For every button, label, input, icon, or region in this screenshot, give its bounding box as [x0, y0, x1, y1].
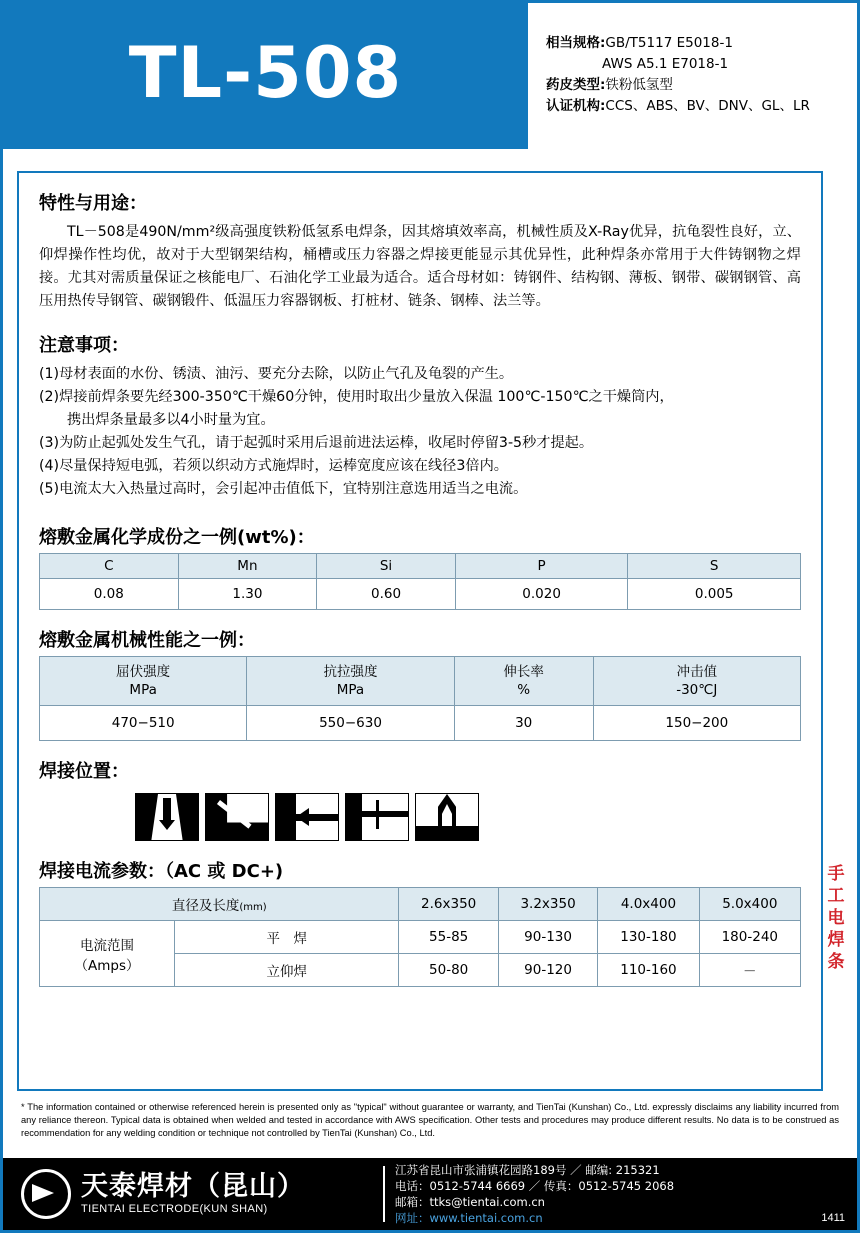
note-continuation: 携出焊条量最多以4小时量为宜。	[67, 412, 275, 428]
brand-name-cn: 天泰焊材（昆山）	[81, 1171, 305, 1202]
current-flat-value-4: 180-240	[699, 921, 800, 954]
chemistry-section-title: 熔敷金属化学成份之一例(wt%)：	[39, 527, 315, 548]
side-vertical-char-3: 电	[827, 908, 845, 928]
mech-header-elongation	[454, 657, 593, 706]
side-vertical-char-4: 焊	[827, 930, 845, 950]
note-text: (2)焊接前焊条要先经300-350℃干燥60分钟，使用时取出少量放入保温 100℃-150℃之干燥筒内，	[39, 389, 674, 405]
welding-position-icon-row	[135, 793, 801, 841]
chem-value-mn: 1.30	[178, 579, 317, 610]
features-section-title: 特性与用途：	[39, 193, 147, 214]
current-header-size: 直径及长度(mm)	[40, 888, 399, 921]
table-header-row	[40, 554, 801, 579]
spec-row-coating	[546, 75, 845, 96]
table-row	[40, 921, 801, 954]
horizontal-plate-icon	[275, 793, 339, 841]
current-vertical-value-2: 90-120	[498, 954, 597, 987]
note-item	[39, 478, 801, 501]
current-vertical-value-4: －	[699, 954, 800, 987]
mech-header-tensile-line2: MPa	[336, 682, 365, 698]
contact-website[interactable]: 网址：www.tientai.com.cn	[395, 1211, 543, 1225]
note-item	[39, 386, 801, 432]
spec-label-coating: 药皮类型:	[546, 77, 606, 93]
content-frame	[17, 171, 823, 1091]
spec-value-certification: CCS、ABS、BV、DNV、GL、LR	[605, 98, 810, 114]
mechanical-properties-table	[39, 656, 801, 741]
mech-header-elongation-line1: 伸长率	[503, 664, 544, 680]
chem-value-p: 0.020	[455, 579, 628, 610]
overhead-plate-icon	[345, 793, 409, 841]
mech-header-tensile	[247, 657, 454, 706]
features-paragraph: TL－508是490N/mm²级高强度铁粉低氢系电焊条，因其熔填效率高，机械性质及X-Ray优异，抗龟裂性良好，立、仰焊操作性均优，故对于大型钢架结构，桶槽或压力容器之焊接更能显示其优异性，此种焊条亦常用于大件铸钢物之焊接。尤其对需质量保证之核能电厂、石油化学工业最为适合。适合母材如：铸钢件、结构钢、薄板、钢带、碳钢钢管、高压用热传导钢管、碳钢锻件、低温压力容器钢板、打桩材、链条、钢棒、法兰等。	[39, 224, 801, 309]
welding-current-table	[39, 887, 801, 987]
welding-position-section-title: 焊接位置：	[39, 761, 129, 782]
spec-value-standard: GB/T5117 E5018-1	[605, 35, 733, 51]
note-text: (3)为防止起弧处发生气孔，请于起弧时采用后退前进法运棒，收尾时停留3-5秒才提起。	[39, 435, 594, 451]
disclaimer-text: * The information contained or otherwise referenced herein is presented only as "typical" without guarantee or warranty, and TienTai (Kunshan) Co., Ltd. expressly disclaims any liability incurred from any reliance thereon. Typical data is obtained when welded and tested in accordance with AWS specification. Other tests and procedures may produce different results. No data is to be construed as recommendation for any welding condition or technique not controlled by TienTai (Kunshan) Co., Ltd.	[21, 1102, 839, 1138]
note-item	[39, 363, 801, 386]
mech-header-elongation-line2: %	[517, 682, 531, 698]
current-flat-value-2: 90-130	[498, 921, 597, 954]
table-row	[40, 579, 801, 610]
side-vertical-label	[823, 863, 849, 973]
groove-vertical-down-icon	[135, 793, 199, 841]
spec-label-certification: 认证机构:	[546, 98, 606, 114]
spec-value-coating: 铁粉低氢型	[605, 77, 673, 93]
note-text: (5)电流太大入热量过高时，会引起冲击值低下，宜特别注意选用适当之电流。	[39, 481, 528, 497]
spec-row-standard	[546, 33, 845, 54]
mech-value-yield: 470−510	[40, 706, 247, 741]
diagonal-fillet-icon	[205, 793, 269, 841]
page-header	[3, 3, 857, 149]
product-title-banner	[3, 3, 528, 149]
contact-address: 江苏省昆山市张浦镇花园路189号 ／ 邮编: 215321	[395, 1163, 660, 1177]
mech-value-impact: 150−200	[593, 706, 800, 741]
current-header-size-3: 4.0x400	[598, 888, 699, 921]
current-header-size-1: 2.6x350	[399, 888, 498, 921]
mech-header-tensile-line1: 抗拉强度	[323, 664, 378, 680]
footer-divider	[383, 1166, 385, 1222]
mech-header-impact-line2: -30℃J	[676, 682, 718, 698]
mech-value-tensile: 550−630	[247, 706, 454, 741]
current-header-size-4: 5.0x400	[699, 888, 800, 921]
mech-header-yield-line1: 屈伏强度	[116, 664, 171, 680]
mech-header-yield	[40, 657, 247, 706]
current-row-label: 电流范围 （Amps）	[40, 921, 175, 987]
tientai-logo-icon	[21, 1169, 71, 1219]
mech-header-impact-line1: 冲击值	[676, 664, 718, 680]
notes-section-title: 注意事项：	[39, 335, 129, 356]
document-code: 1411	[821, 1212, 845, 1224]
contact-info	[395, 1162, 674, 1226]
spec-row-aws	[546, 54, 845, 75]
current-flat-value-3: 130-180	[598, 921, 699, 954]
current-flat-value-1: 55-85	[399, 921, 498, 954]
notes-list	[39, 363, 801, 501]
chemical-composition-table	[39, 553, 801, 610]
contact-email: 邮箱：ttks@tientai.com.cn	[395, 1195, 545, 1209]
spec-value-aws: AWS A5.1 E7018-1	[602, 56, 729, 72]
page-title: TL-508	[128, 32, 403, 114]
chem-header-mn: Mn	[178, 554, 317, 579]
current-header-size-2: 3.2x350	[498, 888, 597, 921]
spec-list	[528, 3, 857, 149]
chem-value-si: 0.60	[317, 579, 456, 610]
mech-header-impact	[593, 657, 800, 706]
current-position-vertical: 立仰焊	[175, 954, 399, 987]
company-logo	[3, 1169, 383, 1219]
mech-value-elongation: 30	[454, 706, 593, 741]
spec-row-certification	[546, 96, 845, 117]
brand-name-en: TIENTAI ELECTRODE(KUN SHAN)	[81, 1203, 268, 1215]
table-header-row	[40, 657, 801, 706]
current-position-flat: 平 焊	[175, 921, 399, 954]
side-vertical-char-1: 手	[827, 864, 845, 884]
side-vertical-char-5: 条	[827, 952, 845, 972]
spec-label-standard: 相当规格:	[546, 35, 606, 51]
page-footer	[3, 1158, 857, 1230]
chem-value-s: 0.005	[628, 579, 801, 610]
note-item	[39, 455, 801, 478]
note-text: (4)尽量保持短电弧，若须以织动方式施焊时，运棒宽度应该在线径3倍内。	[39, 458, 508, 474]
contact-phone-fax: 电话：0512-5744 6669 ／ 传真：0512-5745 2068	[395, 1179, 675, 1193]
chem-header-c: C	[40, 554, 179, 579]
chem-value-c: 0.08	[40, 579, 179, 610]
current-parameters-section-title: 焊接电流参数：（AC 或 DC+)	[39, 861, 284, 882]
table-header-row	[40, 888, 801, 921]
side-vertical-char-2: 工	[827, 886, 845, 906]
table-row	[40, 706, 801, 741]
current-vertical-value-3: 110-160	[598, 954, 699, 987]
chem-header-si: Si	[317, 554, 456, 579]
mechanical-section-title: 熔敷金属机械性能之一例：	[39, 630, 255, 651]
note-text: (1)母材表面的水份、锈渍、油污、要充分去除，以防止气孔及龟裂的产生。	[39, 366, 514, 382]
mech-header-yield-line2: MPa	[129, 682, 157, 698]
fillet-corner-icon	[415, 793, 479, 841]
note-item	[39, 432, 801, 455]
chem-header-p: P	[455, 554, 628, 579]
current-vertical-value-1: 50-80	[399, 954, 498, 987]
chem-header-s: S	[628, 554, 801, 579]
